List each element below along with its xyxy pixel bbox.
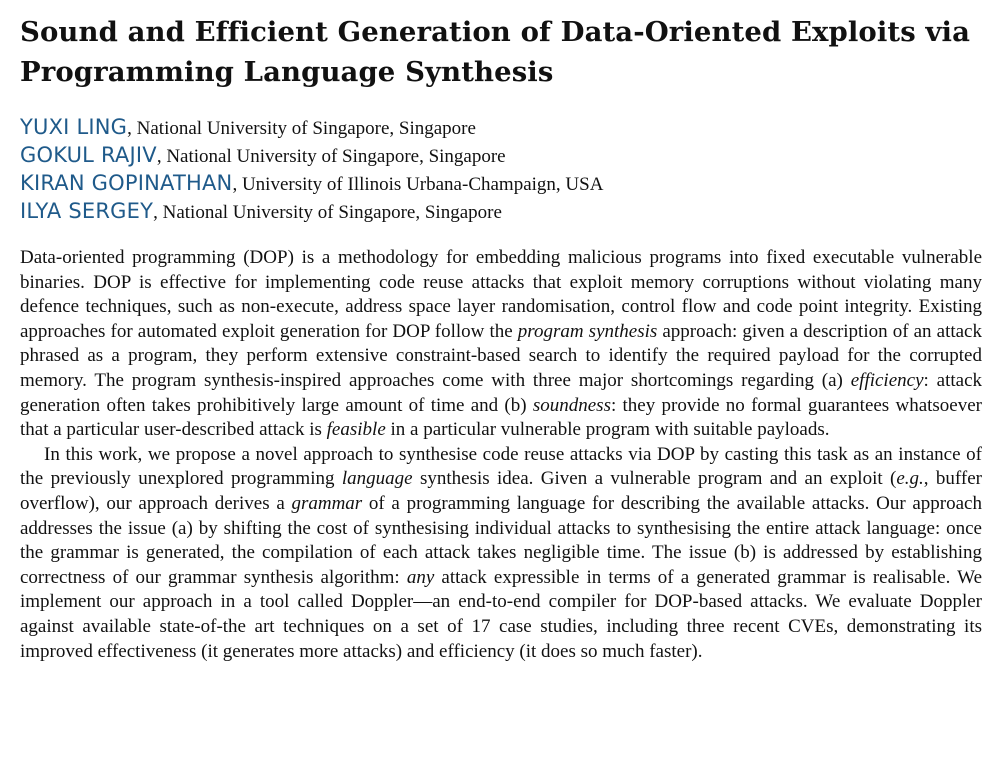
author-name: GOKUL RAJIV <box>20 143 157 167</box>
abstract-paragraph-1 <box>20 246 982 443</box>
author-list <box>20 114 982 226</box>
abstract-emphasis: grammar <box>291 492 363 514</box>
abstract-emphasis: soundness <box>532 394 611 416</box>
abstract-text: in a particular vulnerable program with suitable payloads. <box>385 419 830 441</box>
abstract-emphasis: program synthesis <box>517 320 658 342</box>
abstract-text: : attack generation often takes prohibitively large amount of time and (b) <box>20 369 982 416</box>
abstract-emphasis: any <box>406 566 435 588</box>
abstract-text: of a programming language for describing the available attacks. Our approach addresses the issue (a) by shifting the cost of synthesising individual attacks to synthesising the entire attack language: once the grammar is generated, the compilation of each attack takes negligible time. The issue (b) is addressed by establishing correctness of our grammar synthesis algorithm: <box>20 492 982 588</box>
author-name: KIRAN GOPINATHAN <box>20 171 233 195</box>
author-entry <box>20 198 982 226</box>
author-entry <box>20 114 982 142</box>
author-affiliation: , National University of Singapore, Singapore <box>127 118 476 139</box>
abstract-text: attack expressible in terms of a generated grammar is realisable. We implement our approach in a tool called Doppler—an end-to-end compiler for DOP-based attacks. We evaluate Doppler against available state-of-the art techniques on a set of 17 case studies, including three recent CVEs, demonstrating its improved effectiveness (it generates more attacks) and efficiency (it does so much faster). <box>20 566 982 662</box>
author-affiliation: , University of Illinois Urbana-Champaign, USA <box>232 174 604 195</box>
abstract-emphasis: language <box>341 468 413 490</box>
paper-page <box>20 12 982 664</box>
abstract-emphasis: feasible <box>326 419 386 441</box>
author-entry <box>20 170 982 198</box>
paper-title: Sound and Efficient Generation of Data-Oriented Exploits via Programming Language Synthesis <box>20 16 971 88</box>
abstract-text: In this work, we propose a novel approach to synthesise code reuse attacks via DOP by casting this task as an instance of the previously unexplored programming <box>20 443 982 490</box>
abstract-emphasis: efficiency <box>850 369 924 391</box>
author-name: ILYA SERGEY <box>20 199 154 223</box>
abstract-text: synthesis idea. Given a vulnerable program and an exploit ( <box>412 468 897 490</box>
abstract-paragraph-2 <box>20 443 982 664</box>
author-affiliation: , National University of Singapore, Singapore <box>153 202 502 223</box>
abstract-text: , buffer overflow), our approach derives a <box>20 468 983 514</box>
abstract-text: approach: given a description of an attack phrased as a program, they perform extensive constraint-based search to identify the required payload for the corrupted memory. The program synthesis-inspired approaches come with three major shortcomings regarding (a) <box>20 320 982 391</box>
abstract-text: : they provide no formal guarantees whatsoever that a particular user-described attack is <box>20 394 982 441</box>
author-name: YUXI LING <box>20 115 128 139</box>
author-entry <box>20 142 982 170</box>
abstract-text: Data-oriented programming (DOP) is a methodology for embedding malicious programs into fixed executable vulnerable binaries. DOP is effective for implementing code reuse attacks that exploit memory corruptions without violating many defence techniques, such as non-execute, address space layer randomisation, control flow and code point integrity. Existing approaches for automated exploit generation for DOP follow the <box>20 247 982 342</box>
abstract <box>20 246 982 664</box>
abstract-emphasis: e.g. <box>896 468 924 490</box>
author-affiliation: , National University of Singapore, Singapore <box>156 146 506 167</box>
